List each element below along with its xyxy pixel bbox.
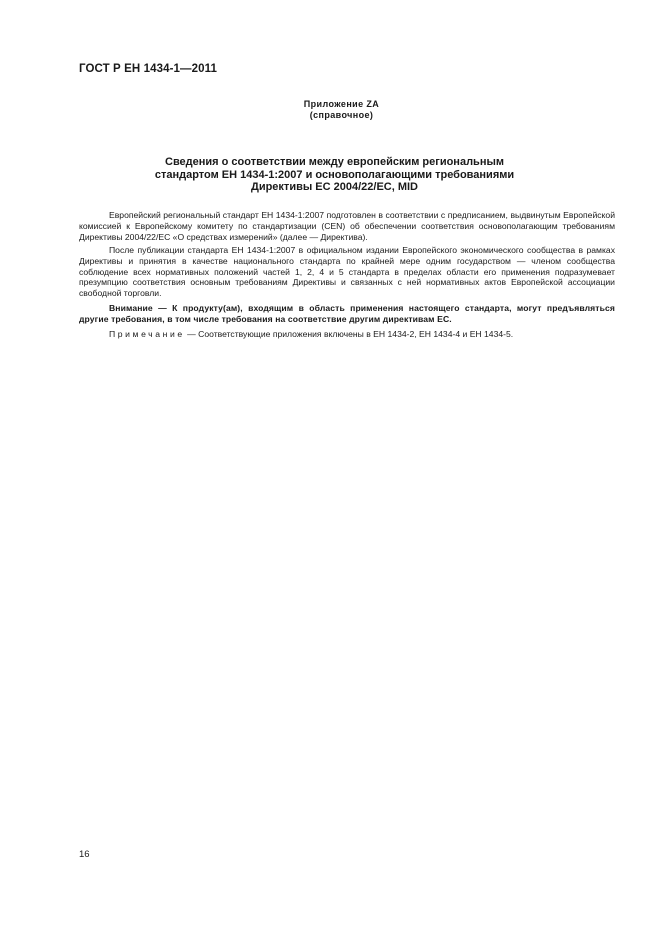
annex-title [0,156,661,194]
annex-heading [0,99,661,121]
title-line: Сведения о соответствии между европейским региональным [165,156,504,168]
note-text: — Соответствующие приложения включены в ЕН 1434-2, ЕН 1434-4 и ЕН 1434-5. [184,329,514,340]
annex-type: (справочное) [309,110,374,120]
annex-label: Приложение ZA [303,99,380,109]
note-paragraph [79,329,615,340]
document-header-id: ГОСТ Р ЕН 1434-1—2011 [79,63,217,75]
title-line: Директивы ЕС 2004/22/ЕС, MID [250,181,418,193]
note-label: Примечание [109,329,185,340]
warning-paragraph: Внимание — К продукту(ам), входящим в область применения настоящего стандарта, могут предъявляться другие требования, в том числе требования на соответствие другим директивам ЕС. [79,303,615,325]
body-paragraph: Европейский региональный стандарт ЕН 1434-1:2007 подготовлен в соответствии с предписанием, выдвинутым Европейской комиссией к Европейскому комитету по стандартизации (CEN) об обеспечении соответствия основополагающим требованиям Директивы 2004/22/ЕС «О средствах измерений» (далее — Директива). [79,210,615,242]
annex-body [79,210,615,340]
title-line: стандартом ЕН 1434-1:2007 и основополагающими требованиями [154,168,515,181]
page-number: 16 [79,849,90,860]
body-paragraph: После публикации стандарта ЕН 1434-1:2007 в официальном издании Европейского экономического сообщества в рамках Директивы и принятия в качестве национального стандарта по крайней мере одним государством — членом сообщества соблюдение всех нормативных положений частей 1, 2, 4 и 5 стандарта в пределах области его применения подразумевает презумпцию соответствия основным требованиям Директивы и связанных с ней нормативных актов Европейской ассоциации свободной торговли. [79,244,615,299]
